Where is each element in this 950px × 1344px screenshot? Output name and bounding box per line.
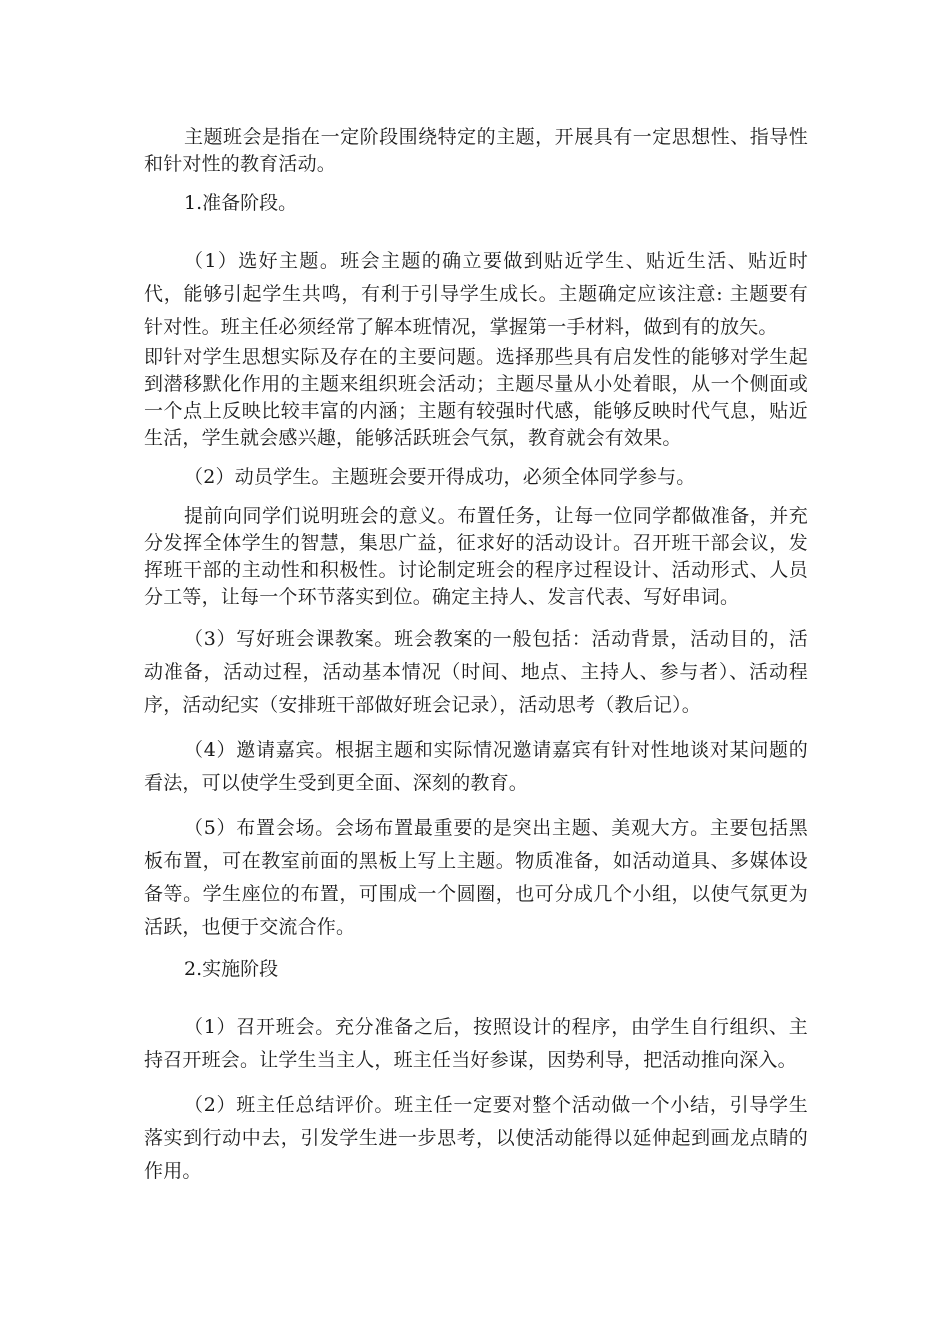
paragraph-select-topic: （1）选好主题。班会主题的确立要做到贴近学生、贴近生活、贴近时代，能够引起学生共鸣，有利于引导学生成长。主题确定应该注意: 主题要有针对性。班主任必须经常了解本班情况，掌握第一手材料，做到有的放矢。 — [144, 250, 808, 338]
section-heading-preparation: 1.准备阶段。 — [184, 192, 298, 214]
intro-paragraph: 主题班会是指在一定阶段围绕特定的主题，开展具有一定思想性、指导性和针对性的教育活动。 — [144, 126, 808, 175]
paragraph-mobilize-students: （2）动员学生。主题班会要开得成功，必须全体同学参与。 — [184, 466, 696, 488]
paragraph-select-topic-continued: 即针对学生思想实际及存在的主要问题。选择那些具有启发性的能够对学生起到潜移默化作用的主题来组织班会活动；主题尽量从小处着眼，从一个侧面或一个点上反映比较丰富的内涵；主题有较强时代感，能够反映时代气息，贴近生活，学生就会感兴趣，能够活跃班会气氛，教育就会有效果。 — [144, 346, 808, 449]
section-heading-implementation: 2.实施阶段 — [184, 958, 279, 980]
paragraph-arrange-venue: （5）布置会场。会场布置最重要的是突出主题、美观大方。主要包括黑板布置，可在教室前面的黑板上写上主题。物质准备，如活动道具、多媒体设备等。学生座位的布置，可围成一个圆圈，也可分成几个小组，以使气氛更为活跃，也便于交流合作。 — [144, 817, 808, 938]
document-page — [144, 124, 808, 1188]
paragraph-mobilize-detail: 提前向同学们说明班会的意义。布置任务，让每一位同学都做准备，并充分发挥全体学生的智慧，集思广益，征求好的活动设计。召开班干部会议，发挥班干部的主动性和积极性。讨论制定班会的程序过程设计、活动形式、人员分工等，让每一个环节落实到位。确定主持人、发言代表、写好串词。 — [144, 505, 808, 608]
paragraph-hold-meeting: （1）召开班会。充分准备之后，按照设计的程序，由学生自行组织、主持召开班会。让学生当主人，班主任当好参谋，因势利导，把活动推向深入。 — [144, 1016, 808, 1071]
paragraph-invite-guests: （4）邀请嘉宾。根据主题和实际情况邀请嘉宾有针对性地谈对某问题的看法，可以使学生受到更全面、深刻的教育。 — [144, 739, 808, 794]
paragraph-lesson-plan: （3）写好班会课教案。班会教案的一般包括：活动背景，活动目的，活动准备，活动过程，活动基本情况（时间、地点、主持人、参与者）、活动程序，活动纪实（安排班干部做好班会记录），活动思考（教后记）。 — [144, 628, 808, 716]
paragraph-teacher-summary: （2）班主任总结评价。班主任一定要对整个活动做一个小结，引导学生落实到行动中去，引发学生进一步思考，以使活动能得以延伸起到画龙点睛的作用。 — [144, 1094, 808, 1182]
